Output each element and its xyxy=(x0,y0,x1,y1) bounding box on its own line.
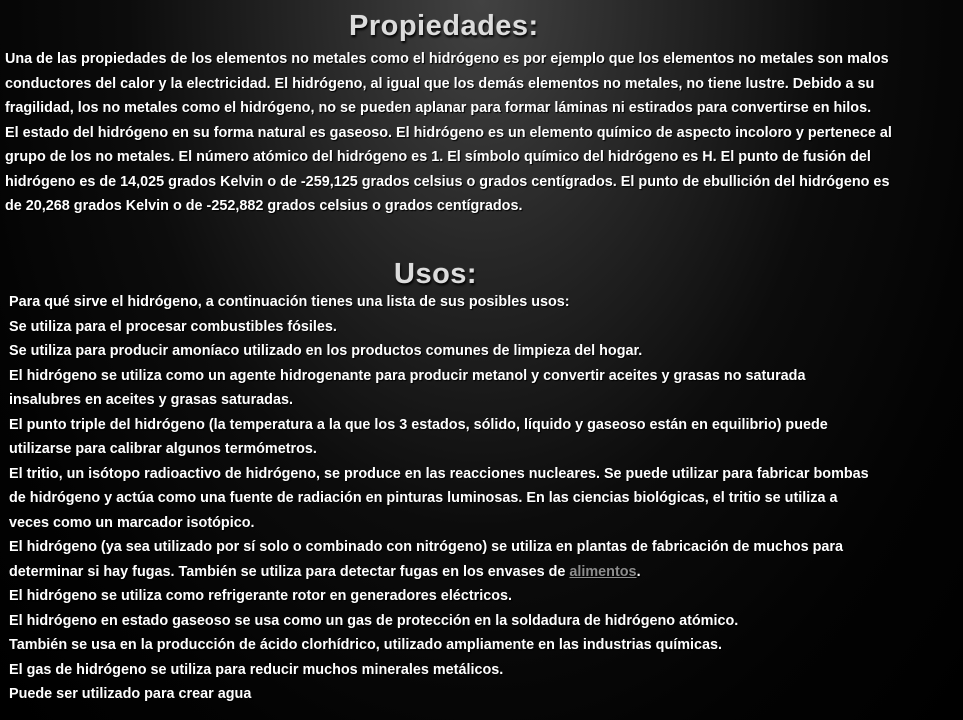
usos-item-deteccion-fugas xyxy=(9,535,879,584)
usos-item-deteccion-fugas-end: . xyxy=(636,563,641,580)
usos-item-refrigerante: El hidrógeno se utiliza como refrigerante rotor en generadores eléctricos. xyxy=(9,588,513,604)
usos-item-acido-clorhidrico: También se usa en la producción de ácido clorhídrico, utilizado ampliamente en las industrias químicas. xyxy=(9,637,723,653)
usos-item-agente-hidrogenante: El hidrógeno se utiliza como un agente hidrogenante para producir metanol y convertir aceites y grasas no saturada insalubres en aceites y grasas saturadas. xyxy=(9,367,806,408)
usos-list xyxy=(9,290,879,707)
usos-item-amoniaco: Se utiliza para producir amoníaco utilizado en los productos comunes de limpieza del hogar. xyxy=(9,343,643,359)
usos-heading: Usos: xyxy=(394,258,478,290)
usos-item-tritio: El tritio, un isótopo radioactivo de hidrógeno, se produce en las reacciones nucleares. Se puede utilizar para fabricar bombas de hidrógeno y actúa como una fuente de radiación en pinturas luminosas. En las ciencias biológicas, el tritio se utiliza a veces como un marcador isotópico. xyxy=(9,465,869,531)
usos-item-deteccion-fugas-text: El hidrógeno (ya sea utilizado por sí solo o combinado con nitrógeno) se utiliza en plantas de fabricación de muchos para determinar si hay fugas. También se utiliza para detectar fugas en los envases de xyxy=(9,539,843,580)
usos-item-punto-triple: El punto triple del hidrógeno (la temperatura a la que los 3 estados, sólido, líquido y gaseoso están en equilibrio) puede utilizarse para calibrar algunos termómetros. xyxy=(9,416,828,457)
usos-item-procesar-combustibles: Se utiliza para el procesar combustibles fósiles. xyxy=(9,318,337,335)
alimentos-link[interactable]: alimentos xyxy=(569,563,637,580)
usos-item-gas-proteccion: El hidrógeno en estado gaseoso se usa como un gas de protección en la soldadura de hidrógeno atómico. xyxy=(9,612,739,629)
propiedades-heading: Propiedades: xyxy=(349,10,539,42)
usos-intro: Para qué sirve el hidrógeno, a continuación tienes una lista de sus posibles usos: xyxy=(9,294,570,310)
usos-item-crear-agua: Puede ser utilizado para crear agua xyxy=(9,686,252,702)
usos-item-reducir-minerales: El gas de hidrógeno se utiliza para reducir muchos minerales metálicos. xyxy=(9,661,504,678)
propiedades-paragraph-2: El estado del hidrógeno en su forma natural es gaseoso. El hidrógeno es un elemento químico de aspecto incoloro y pertenece al grupo de los no metales. El número atómico del hidrógeno es 1. El símbolo químico del hidrógeno es H. El punto de fusión del hidrógeno es de 14,025 grados Kelvin o de -259,125 grados celsius o grados centígrados. El punto de ebullición del hidrógeno es de 20,268 grados Kelvin o de -252,882 grados celsius o grados centígrados. xyxy=(5,124,892,214)
propiedades-body xyxy=(5,47,910,219)
propiedades-paragraph-1: Una de las propiedades de los elementos no metales como el hidrógeno es por ejemplo que los elementos no metales son malos conductores del calor y la electricidad. El hidrógeno, al igual que los demás elementos no metales, no tiene lustre. Debido a su fragilidad, los no metales como el hidrógeno, no se pueden aplanar para formar láminas ni estirados para convertirse en hilos. xyxy=(5,51,889,116)
